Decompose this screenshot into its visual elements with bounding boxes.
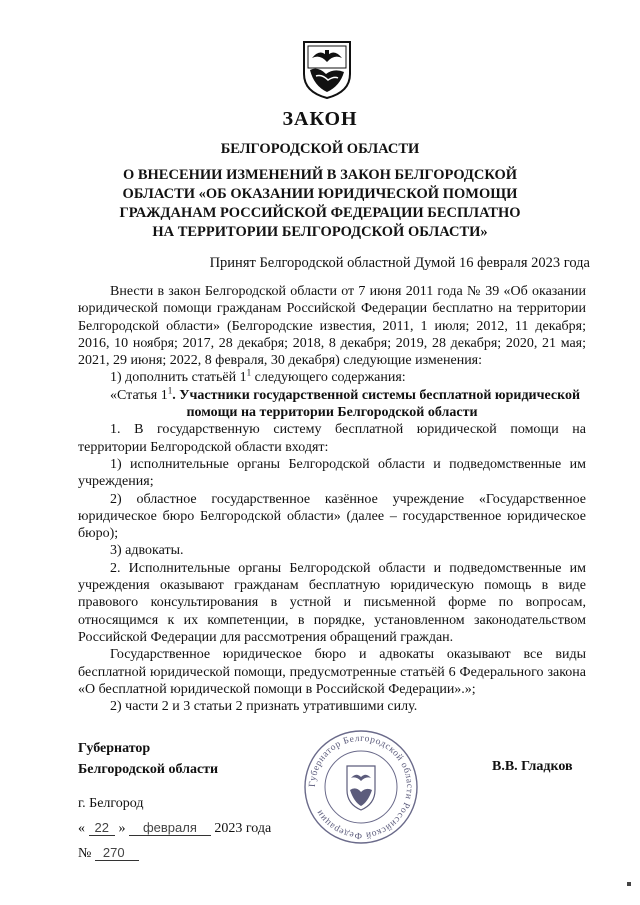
article-heading: «Статья $1^1$. Участники государственной системы бесплатной юридической	[110, 385, 581, 403]
article-heading-line2: помощи на территории Белгородской области	[186, 405, 478, 421]
coat-of-arms-icon	[298, 38, 356, 100]
document-type: ЗАКОН	[282, 108, 358, 130]
paragraph-1-1: 1) исполнительные органы Белгородской области и подведомственные им учреждения;	[78, 456, 586, 490]
intro-paragraph: Внести в закон Белгородской области от 7 июня 2011 года № 39 «Об оказании юридической помощи гражданам Российской Федерации бесплатно на территории Белгородской области» (Белгородские известия, 2011, 1 июля; 2012, 11 декабря; 2016, 10 ноября; 2017, 28 декабря; 2018, 8 декабря; 2019, 28 декабря; 2020, 21 мая; 2021, 29 июня; 2022, 8 февраля, 30 декабря) следующие изменения:	[78, 284, 586, 369]
acceptance-line: Принят Белгородской областной Думой 16 февраля 2023 года	[209, 255, 590, 271]
item-2: 2) части 2 и 3 статьи 2 признать утратившими силу.	[110, 699, 418, 715]
signing-date: « 22 » февраля 2023 года	[78, 820, 272, 836]
scan-mark	[627, 882, 631, 886]
official-seal-icon	[302, 728, 420, 846]
document-region: БЕЛГОРОДСКОЙ ОБЛАСТИ	[220, 141, 420, 157]
law-body	[78, 283, 586, 715]
governor-region: Белгородской области	[78, 762, 219, 777]
law-number-value: 270	[95, 845, 139, 861]
governor-role: Губернатор	[78, 741, 151, 756]
governor-title	[78, 738, 218, 780]
subject-line: НА ТЕРРИТОРИИ БЕЛГОРОДСКОЙ ОБЛАСТИ»	[152, 224, 488, 240]
date-day: 22	[89, 820, 115, 836]
paragraph-3: Государственное юридическое бюро и адвокаты оказывают все виды бесплатной юридической помощи, предусмотренные статьёй 6 Федерального закона «О бесплатной юридической помощи в Российской Федерации».»;	[78, 647, 586, 697]
paragraph-1: 1. В государственную систему бесплатной юридической помощи на территории Белгородской области входят:	[78, 422, 586, 455]
subject-line: ГРАЖДАНАМ РОССИЙСКОЙ ФЕДЕРАЦИИ БЕСПЛАТНО	[119, 205, 521, 221]
document-subject	[0, 166, 640, 242]
date-month: февраля	[129, 820, 211, 836]
paragraph-1-2: 2) областное государственное казённое учреждение «Государственное юридическое бюро Белгородской области» (далее – государственное юридическое бюро);	[78, 491, 586, 542]
item-1: 1) дополнить статьёй $1^1$ следующего содержания:	[110, 367, 406, 386]
paragraph-1-3: 3) адвокаты.	[110, 543, 184, 559]
signing-city: г. Белгород	[78, 796, 144, 811]
paragraph-2: 2. Исполнительные органы Белгородской области и подведомственные им учреждения оказывают гражданам бесплатную юридическую помощь в виде правового консультирования в устной и письменной форме по вопросам, относящимся к их компетенции, в порядке, установленном законодательством Российской Федерации для рассмотрения обращений граждан.	[78, 560, 586, 645]
subject-line: О ВНЕСЕНИИ ИЗМЕНЕНИЙ В ЗАКОН БЕЛГОРОДСКОЙ	[122, 167, 518, 183]
date-year: 2023 года	[214, 821, 272, 836]
svg-text:Губернатор Белгородской област	[308, 734, 414, 841]
law-number: № 270	[78, 845, 139, 862]
seal-text: Губернатор Белгородской области Российской Федерации	[307, 733, 415, 841]
subject-line: ОБЛАСТИ «ОБ ОКАЗАНИИ ЮРИДИЧЕСКОЙ ПОМОЩИ	[122, 186, 518, 202]
governor-name: В.В. Гладков	[492, 759, 573, 774]
